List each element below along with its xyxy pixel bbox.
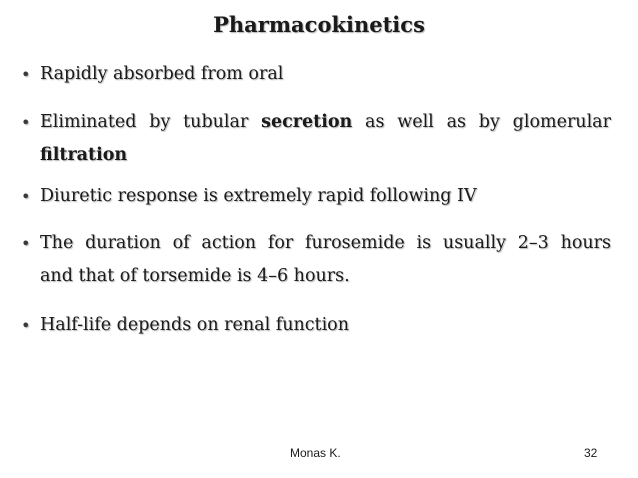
bullet-bold-term: secretion (261, 112, 353, 132)
bullet-icon: • (21, 65, 31, 84)
bullet-icon: • (21, 316, 31, 335)
bullet-bold-term: filtration (40, 145, 128, 165)
bullet-text-segment: Eliminated by tubular (40, 112, 249, 132)
bullet-item-2 (21, 106, 611, 172)
bullet-item-3 (21, 180, 611, 213)
page-number: 32 (584, 446, 598, 460)
bullet-text-line-1: The duration of action for furosemide is usually 2–3 hours (40, 233, 611, 253)
bullet-text: Rapidly absorbed from oral (40, 64, 284, 84)
bullet-text-line-1 (21, 106, 611, 139)
bullet-item-5 (21, 309, 611, 342)
bullet-text-segment: as well as by glomerular (365, 112, 611, 132)
bullet-icon: • (21, 187, 31, 206)
bullet-text: Half-life depends on renal function (40, 315, 349, 335)
bullet-icon: • (21, 234, 31, 253)
footer-author: Monas K. (290, 446, 341, 460)
slide-title: Pharmacokinetics (213, 12, 425, 37)
bullet-text: Diuretic response is extremely rapid following IV (40, 186, 477, 206)
bullet-item-4 (21, 227, 611, 293)
bullet-icon: • (21, 113, 31, 132)
bullet-text-line-2 (21, 139, 611, 172)
bullet-text-line-2: and that of torsemide is 4–6 hours. (40, 266, 350, 286)
bullet-item-1 (21, 58, 611, 91)
